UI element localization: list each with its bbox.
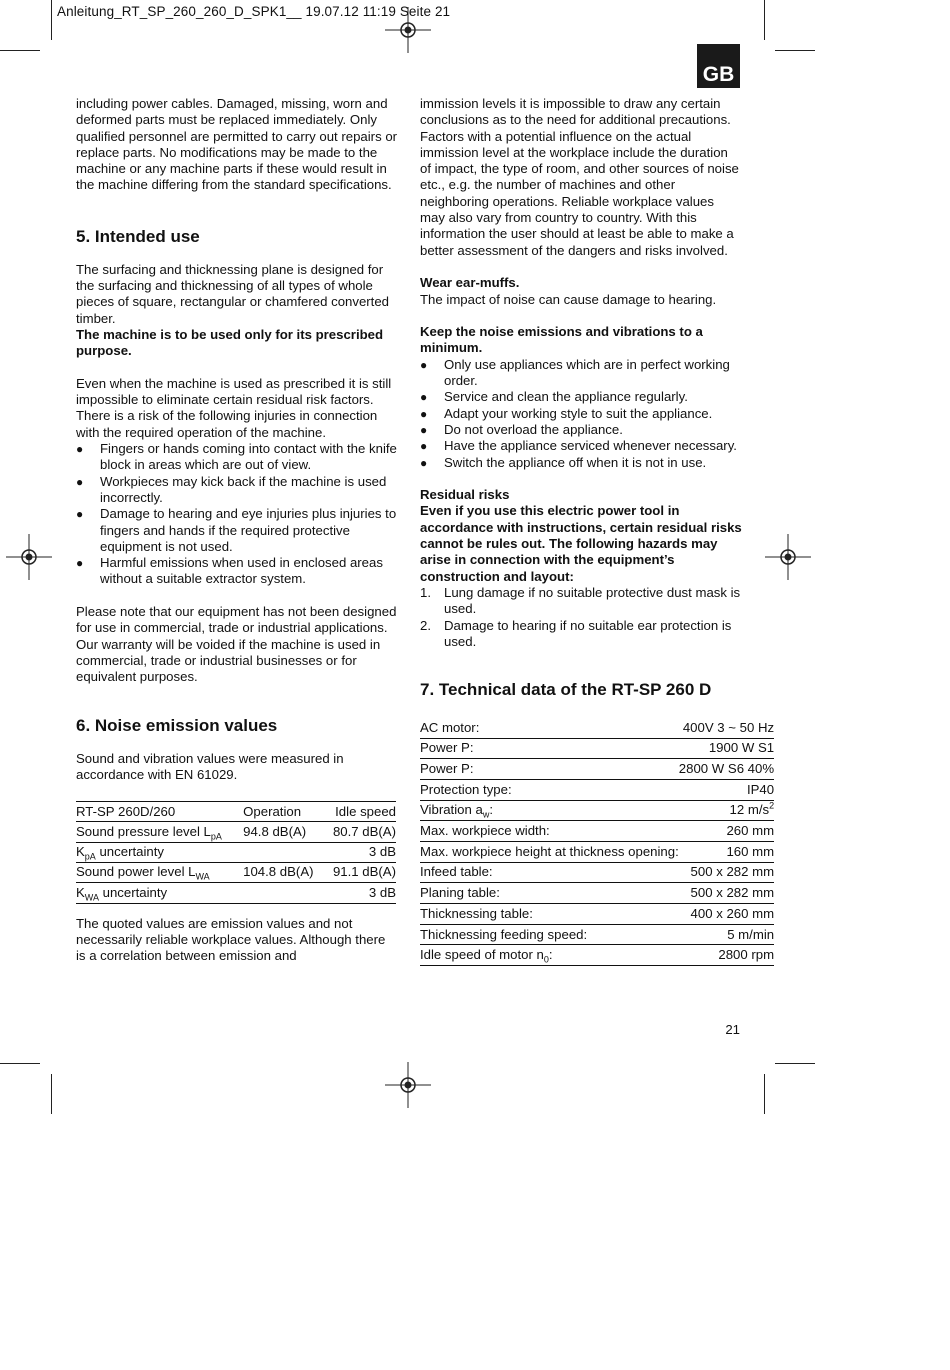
table-row: Max. workpiece width: 260 mm [420,821,774,842]
crop-mark [51,0,52,40]
residual-risks-text: Even if you use this electric power tool in accordance with instructions, certain residual risks cannot be rules out. The following hazards may arise in connection with the equipment’s construction and layout: [420,503,742,584]
table-row: Planing table: 500 x 282 mm [420,883,774,904]
registration-mark-icon [385,1062,431,1108]
table-row: Infeed table: 500 x 282 mm [420,862,774,883]
right-column [420,96,775,966]
table-header-idle: Idle speed [324,802,396,822]
list-item: 2. Damage to hearing if no suitable ear protection is used. [420,617,732,649]
minimum-list [420,357,742,471]
table-row: Protection type: IP40 [420,780,774,801]
section-7-title: 7. Technical data of the RT-SP 260 D [420,680,712,700]
crop-mark [764,0,765,40]
table-row [76,802,396,822]
table-row: Sound pressure level $L_{pA}$ 94.8 dB(A) 80.7 dB(A) [76,823,396,842]
section-6-title: 6. Noise emission values [76,715,278,735]
earmuffs-text: The impact of noise can cause damage to hearing. [420,291,717,307]
kwa-uncertainty-value: 3 dB [324,883,396,903]
measurement-paragraph: Sound and vibration values were measured in accordance with EN 61029. [76,750,344,782]
warranty-paragraph: Please note that our equipment has not been designed for use in commercial, trade or industrial applications. Our warranty will be voided if the machine is used in commercial, trade or industrial businesses or for equivalent purposes. [76,604,397,685]
residual-risks-list [420,585,742,650]
kpa-uncertainty-value: 3 dB [324,842,396,862]
list-item: 1. Lung damage if no suitable protective dust mask is used. [420,584,741,617]
residual-risks-title: Residual risks [420,487,510,503]
emission-paragraph: The quoted values are emission values and not necessarily reliable workplace values. Although there is a correlation between emission and [76,915,386,964]
registration-mark-icon [385,7,431,53]
table-row: Max. workpiece height at thickness opening: 160 mm [420,842,774,863]
crop-mark [0,50,40,51]
table-row: Thicknessing feeding speed: 5 m/min [420,924,774,945]
intended-use-paragraph: The surfacing and thicknessing plane is designed for the surfacing and thicknessing of all types of whole pieces of square, rectangular or chamfered converted timber. [76,261,390,326]
print-slug: Anleitung_RT_SP_260_260_D_SPK1__ 19.07.12 11:19 Seite 21 [57,4,451,19]
table-row: Vibration $a_w$: 12 $m/s^2$ [420,801,775,821]
table-row: $K_{pA}$ uncertainty 3 dB [76,844,396,862]
sound-power-operation: 104.8 dB(A) [243,862,324,882]
crop-mark [51,1074,52,1114]
sound-power-label: Sound power level L [76,864,196,880]
residual-risk-paragraph: Even when the machine is used as prescribed it is still impossible to eliminate certain residual risk factors. There is a risk of the following injuries in connection with the required operation of the machine. [76,375,392,440]
table-header-operation: Operation [243,802,324,822]
table-row: Sound power level $L_{WA}$ 104.8 dB(A) 91.1 dB(A) [76,864,396,883]
crop-mark [764,1074,765,1114]
table-row: AC motor: 400V 3 ~ 50 Hz [420,718,774,738]
crop-mark [775,1063,815,1064]
prescribed-purpose-note: The machine is to be used only for its prescribed purpose. [76,326,384,359]
list-item: ● Workpieces may kick back if the machine is used incorrectly. [76,474,398,507]
table-row: Idle speed of motor $n_0$: 2800 rpm [420,945,774,966]
crop-mark [0,1063,40,1064]
list-item: ● Service and clean the appliance regularly. [420,389,742,405]
table-row: Thicknessing table: 400 x 260 mm [420,904,774,925]
crop-mark [775,50,815,51]
table-row: Power P: 1900 W S1 [420,738,774,759]
sound-power-idle: 91.1 dB(A) [324,862,396,882]
noise-table [76,801,396,903]
table-row: $K_{WA}$ uncertainty 3 dB [76,884,396,903]
list-item: ● Damage to hearing and eye injuries plus injuries to fingers and hands if the required protective equipment is not used. [76,506,398,555]
minimum-title: Keep the noise emissions and vibrations to a minimum. [420,324,703,356]
registration-mark-icon [765,534,811,580]
technical-data-table [420,718,774,966]
injury-list [76,441,398,588]
sound-pressure-label: Sound pressure level L [76,823,211,839]
registration-mark-icon [6,534,52,580]
list-item: ● Fingers or hands coming into contact with the knife block in areas which are out of view. [76,441,398,474]
page-number: 21 [725,1022,740,1037]
list-item: ● Switch the appliance off when it is not in use. [420,455,742,471]
sound-pressure-operation: 94.8 dB(A) [243,822,324,842]
language-badge: GB [697,44,740,88]
list-item: ● Harmful emissions when used in enclosed areas without a suitable extractor system. [76,555,398,588]
table-row: Power P: 2800 W S6 40% [420,759,774,780]
kwa-uncertainty-label: uncertainty [98,884,168,900]
table-header-model: RT-SP 260D/260 [76,802,243,822]
list-item: ● Only use appliances which are in perfect working order. [420,357,742,390]
intro-paragraph: including power cables. Damaged, missing, worn and deformed parts must be replaced immediately. Only qualified personnel are permitted to carry out repairs or replace parts. No modifications may be made to the machine or any machine parts if these would result in the machine differing from the standard specifications. [76,96,398,193]
list-item: ● Do not overload the appliance. [420,422,742,438]
immission-paragraph: immission levels it is impossible to draw any certain conclusions as to the need for additional precautions. Factors with a potential influence on the actual immission level at the workplace include the duration of impact, the type of room, and other sources of noise etc., e.g. the number of machines and other neighboring operations. Reliable workplace values may also vary from country to country. With this information the user should at least be able to make a better assessment of the dangers and risks involved. [420,96,739,258]
sound-pressure-idle: 80.7 dB(A) [324,822,396,842]
section-5-title: 5. Intended use [76,226,200,246]
left-column [76,96,398,964]
list-item: ● Have the appliance serviced whenever necessary. [420,438,742,454]
kpa-uncertainty-label: uncertainty [95,844,164,860]
list-item: ● Adapt your working style to suit the appliance. [420,406,742,422]
earmuffs-title: Wear ear-muffs. [420,275,520,291]
